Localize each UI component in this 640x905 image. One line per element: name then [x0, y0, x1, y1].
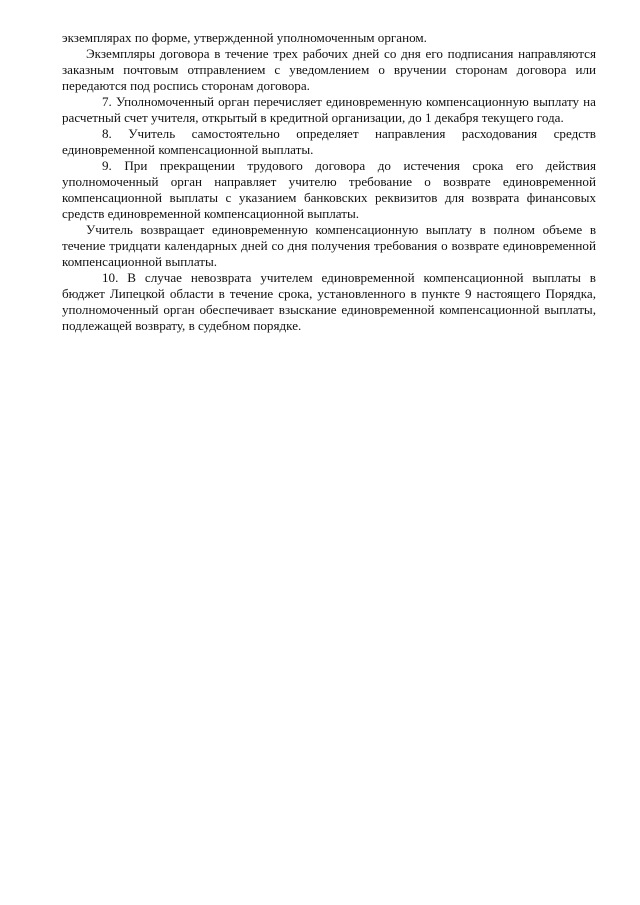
document-body — [62, 30, 596, 334]
paragraph-refund-terms: Учитель возвращает единовременную компенсационную выплату в полном объеме в течение тридцати календарных дней со дня получения требования о возврате единовременной компенсационной выплаты. — [62, 222, 596, 269]
paragraph-copies-delivery: Экземпляры договора в течение трех рабочих дней со дня его подписания направляются заказным почтовым отправлением с уведомлением о вручении сторонам договора или передаются под роспись сторонам договора. — [62, 46, 596, 93]
paragraph-item-8: 8. Учитель самостоятельно определяет направления расходования средств единовременной компенсационной выплаты. — [62, 126, 596, 157]
paragraph-item-9: 9. При прекращении трудового договора до истечения срока его действия уполномоченный орган направляет учителю требование о возврате единовременной компенсационной выплаты с указанием банковских реквизитов для возврата финансовых средств единовременной компенсационной выплаты. — [62, 158, 596, 221]
paragraph-item-7: 7. Уполномоченный орган перечисляет единовременную компенсационную выплату на расчетный счет учителя, открытый в кредитной организации, до 1 декабря текущего года. — [62, 94, 596, 125]
paragraph-continuation: экземплярах по форме, утвержденной уполномоченным органом. — [62, 30, 427, 45]
paragraph-item-10: 10. В случае невозврата учителем единовременной компенсационной выплаты в бюджет Липецкой области в течение срока, установленного в пункте 9 настоящего Порядка, уполномоченный орган обеспечивает взыскание единовременной компенсационной выплаты, подлежащей возврату, в судебном порядке. — [62, 270, 596, 333]
